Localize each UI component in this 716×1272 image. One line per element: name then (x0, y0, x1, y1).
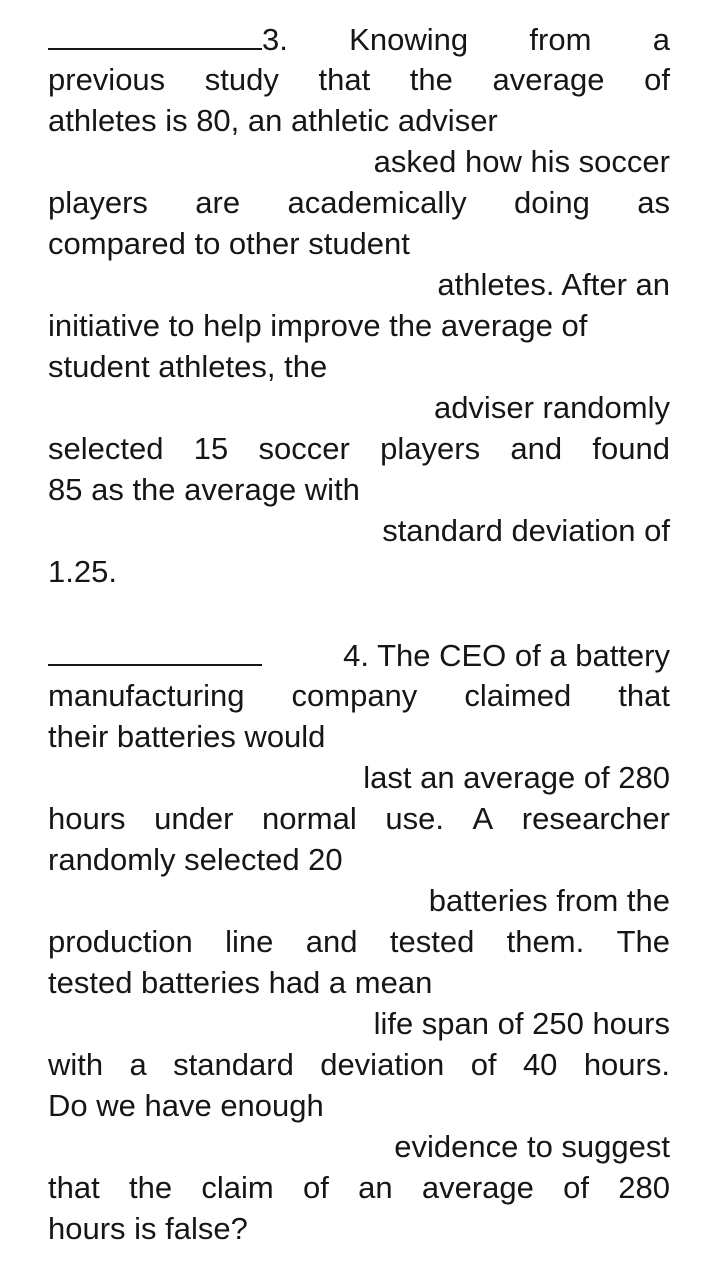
q3-line-10: adviser randomly (433, 390, 670, 425)
word: doing (514, 185, 590, 220)
word: soccer (258, 431, 350, 466)
word: previous (48, 62, 166, 97)
q3-line-7: athletes. After an (437, 267, 670, 302)
word: claimed (464, 678, 572, 713)
word: are (195, 185, 241, 220)
q3-answer-blank[interactable] (48, 19, 262, 50)
q4-line-10: life span of 250 hours (373, 1006, 670, 1041)
word: the (128, 1170, 173, 1205)
q4-line-11 (48, 1045, 670, 1085)
q4-line-13: evidence to suggest (394, 1129, 670, 1164)
word: manufacturing (48, 678, 245, 713)
word: and (305, 924, 358, 959)
word: 280 (618, 1170, 670, 1205)
word: The (616, 924, 670, 959)
word: them. (506, 924, 585, 959)
q3-line-2 (48, 60, 670, 100)
word: study (204, 62, 279, 97)
word: hours. (583, 1047, 670, 1082)
q4-line-15: hours is false? (48, 1211, 248, 1246)
word: an (358, 1170, 393, 1205)
q3-line-9: student athletes, the (48, 349, 328, 384)
q3-line-1 (48, 19, 670, 59)
word: under (154, 801, 234, 836)
word: that (48, 1170, 100, 1205)
word: from (529, 22, 592, 57)
word: deviation (320, 1047, 445, 1082)
q4-line-14 (48, 1168, 670, 1208)
word: a (129, 1047, 147, 1082)
word: selected (48, 431, 164, 466)
word: of (302, 1170, 329, 1205)
q4-line-6: randomly selected 20 (48, 842, 343, 877)
q3-line-4: asked how his soccer (373, 144, 670, 179)
word: academically (287, 185, 467, 220)
q3-line-14: 1.25. (48, 554, 117, 589)
q4-line-3: their batteries would (48, 719, 326, 754)
word: players (380, 431, 481, 466)
word: found (592, 431, 670, 466)
word: with (48, 1047, 104, 1082)
word: as (637, 185, 670, 220)
word: A (472, 801, 494, 836)
word: 15 (193, 431, 229, 466)
q4-line-9: tested batteries had a mean (48, 965, 433, 1000)
q3-line-11 (48, 429, 670, 469)
word: of (563, 1170, 589, 1205)
word: that (618, 678, 670, 713)
q3-number: 3. (262, 22, 288, 57)
word: tested (389, 924, 475, 959)
word: claim (201, 1170, 274, 1205)
word: average (492, 62, 605, 97)
q4-answer-blank[interactable] (48, 635, 262, 666)
word: average (421, 1170, 534, 1205)
word: normal (262, 801, 357, 836)
q4-line-2 (48, 676, 670, 716)
q3-line-3: athletes is 80, an athletic adviser (48, 103, 498, 138)
word: company (291, 678, 418, 713)
q3-line-13: standard deviation of (382, 513, 670, 548)
word: line (225, 924, 274, 959)
q4-line-4: last an average of 280 (363, 760, 670, 795)
q4-line-7: batteries from the (428, 883, 670, 918)
word: of (470, 1047, 497, 1082)
word: of (644, 62, 670, 97)
q3-line-1-text (262, 20, 670, 60)
q4-line-1-text: 4. The CEO of a battery (343, 638, 670, 673)
q4-line-5 (48, 799, 670, 839)
q4-line-12: Do we have enough (48, 1088, 324, 1123)
word: researcher (521, 801, 670, 836)
word: that (318, 62, 371, 97)
word: hours (48, 801, 126, 836)
word: use. (385, 801, 444, 836)
word: players (48, 185, 148, 220)
q4-line-1 (48, 635, 670, 675)
q3-line-12: 85 as the average with (48, 472, 360, 507)
word: Knowing (349, 22, 469, 57)
word: the (409, 62, 453, 97)
q3-line-8: initiative to help improve the average of (48, 308, 588, 343)
word: and (510, 431, 563, 466)
q4-line-8 (48, 922, 670, 962)
word: a (652, 22, 670, 57)
word: production (48, 924, 193, 959)
q3-line-5 (48, 183, 670, 223)
q3-line-6: compared to other student (48, 226, 410, 261)
word: standard (173, 1047, 294, 1082)
word: 40 (522, 1047, 558, 1082)
